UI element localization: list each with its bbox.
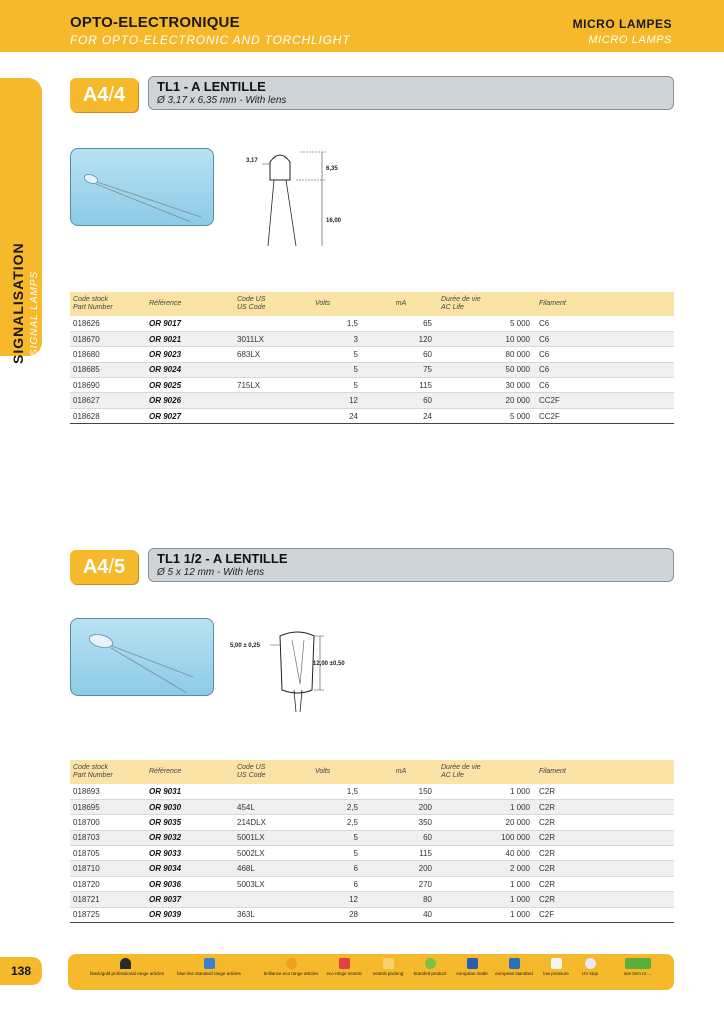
side-tab-label: SIGNALISATION <box>10 242 26 364</box>
table-row: 018703 OR 9032 5001LX 5 60 100 000 C2R <box>70 830 674 845</box>
legend-item: branded product <box>410 958 450 976</box>
col-ma: mA <box>364 292 438 316</box>
col-volts: Volts <box>312 760 364 784</box>
section-subtitle: Ø 3,17 x 6,35 mm - With lens <box>157 95 287 106</box>
branded-product-icon <box>425 958 436 969</box>
col-reference: Référence <box>146 760 234 784</box>
category-subtitle: FOR OPTO-ELECTRONIC AND TORCHLIGHT <box>70 33 351 47</box>
lamp-photo-illustration <box>71 619 215 697</box>
section-side-tab <box>0 78 42 364</box>
eco-range-icon <box>339 958 350 969</box>
dim-width-label: 3,17 <box>246 158 258 164</box>
section-title: TL1 - A LENTILLE <box>157 79 266 94</box>
table-row: 018693 OR 9031 1,5 150 1 000 C2R <box>70 784 674 799</box>
section-subtitle: Ø 5 x 12 mm - With lens <box>157 567 265 578</box>
half-circle-icon <box>120 958 131 969</box>
col-filament: Filament <box>536 760 674 784</box>
section-title-bar <box>148 76 674 110</box>
legend-item: brilliance eco range articles <box>256 958 326 976</box>
dimension-diagram <box>228 630 364 714</box>
legend-item: see item nr. ... <box>610 958 666 976</box>
col-ac-life: Durée de vie AC Life <box>438 760 536 784</box>
col-code-stock: Code stock Part Number <box>70 292 146 316</box>
table-row: 018690 OR 9025 715LX 5 115 30 000 C6 <box>70 378 674 393</box>
see-item-icon <box>625 958 651 969</box>
table-row: 018680 OR 9023 683LX 5 60 80 000 C6 <box>70 347 674 362</box>
table-row: 018720 OR 9036 5003LX 6 270 1 000 C2R <box>70 876 674 891</box>
table-row: 018670 OR 9021 3011LX 3 120 10 000 C6 <box>70 331 674 346</box>
legend-item: blue line standard range articles <box>174 958 244 976</box>
col-code-stock: Code stock Part Number <box>70 760 146 784</box>
col-code-us: Code US US Code <box>234 760 312 784</box>
legend-item: eco range neutral <box>324 958 364 976</box>
col-volts: Volts <box>312 292 364 316</box>
low-pressure-icon <box>551 958 562 969</box>
category-title: OPTO-ELECTRONIQUE <box>70 14 240 31</box>
table-row: 018627 OR 9026 12 60 20 000 CC2F <box>70 393 674 408</box>
dim-width-label: 5,00 ± 0,25 <box>230 643 260 649</box>
dim-lead-label: 16,00 <box>326 218 342 224</box>
col-reference: Référence <box>146 292 234 316</box>
product-family-subtitle: MICRO LAMPS <box>588 34 672 46</box>
product-family-title: MICRO LAMPES <box>572 17 672 31</box>
col-filament: Filament <box>536 292 674 316</box>
section-badge-a4-5: A4/5 <box>70 550 138 584</box>
table-row: 018700 OR 9035 214DLX 2,5 350 20 000 C2R <box>70 815 674 830</box>
col-ma: mA <box>364 760 438 784</box>
col-code-us: Code US US Code <box>234 292 312 316</box>
table-row: 018695 OR 9030 454L 2,5 200 1 000 C2R <box>70 799 674 814</box>
legend-item: low pressure <box>536 958 576 976</box>
legend-item: UV stop <box>572 958 608 976</box>
legend-item: black/gold professional range articles <box>90 958 160 976</box>
table-row: 018685 OR 9024 5 75 50 000 C6 <box>70 362 674 377</box>
spec-table <box>70 760 674 923</box>
legend-item: neutral packing <box>368 958 408 976</box>
product-photo <box>70 148 214 226</box>
section-title-bar <box>148 548 674 582</box>
section-badge-a4-4: A4/4 <box>70 78 138 112</box>
table-row: 018628 OR 9027 24 24 5 000 CC2F <box>70 408 674 423</box>
legend-item: european standard <box>492 958 536 976</box>
brilliance-icon <box>286 958 297 969</box>
european-standard-icon <box>509 958 520 969</box>
dimension-diagram <box>240 150 350 250</box>
legend-bar <box>68 954 674 990</box>
side-tab-sublabel: SIGNAL LAMPS <box>29 270 40 356</box>
spec-table <box>70 292 674 424</box>
table-row: 018626 OR 9017 1,5 65 5 000 C6 <box>70 316 674 331</box>
header-bar <box>0 0 724 52</box>
european-made-icon <box>467 958 478 969</box>
uv-stop-icon <box>585 958 596 969</box>
dim-height-label: 12,00 ±0,50 <box>313 661 345 667</box>
lamp-photo-illustration <box>71 149 215 227</box>
section-title: TL1 1/2 - A LENTILLE <box>157 551 288 566</box>
blue-line-icon <box>204 958 215 969</box>
table-row: 018721 OR 9037 12 80 1 000 C2R <box>70 892 674 907</box>
product-photo <box>70 618 214 696</box>
col-ac-life: Durée de vie AC Life <box>438 292 536 316</box>
table-row: 018725 OR 9039 363L 28 40 1 000 C2F <box>70 907 674 922</box>
neutral-packing-icon <box>383 958 394 969</box>
page-number: 138 <box>0 957 42 985</box>
legend-item: european made <box>452 958 492 976</box>
dim-height-label: 6,35 <box>326 166 338 172</box>
table-row: 018710 OR 9034 468L 6 200 2 000 C2R <box>70 861 674 876</box>
table-row: 018705 OR 9033 5002LX 5 115 40 000 C2R <box>70 846 674 861</box>
